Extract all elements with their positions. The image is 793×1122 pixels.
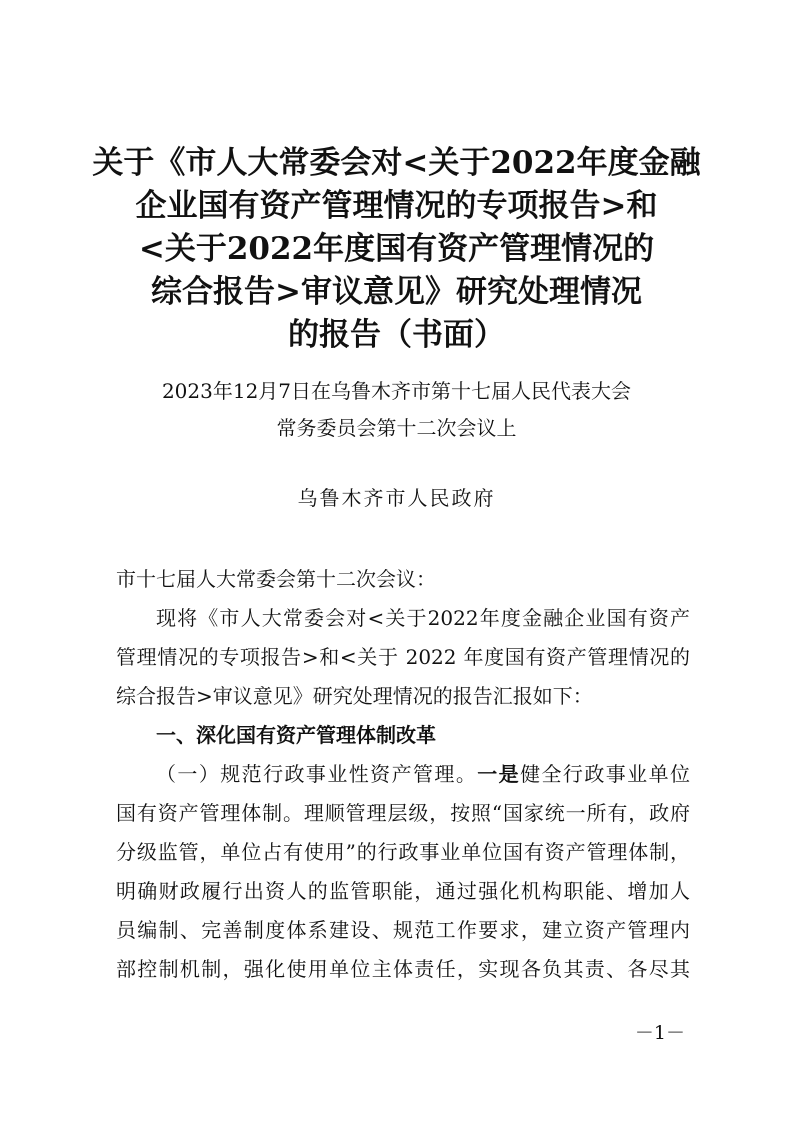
intro-line: 现将《市人大常委会对<关于2022年度金融企业国有资产: [156, 606, 690, 630]
page-number: －1－: [634, 1022, 685, 1044]
document-body: [116, 560, 690, 989]
subsection-label: （一）规范行政事业性资产管理。: [156, 762, 478, 786]
salutation: 市十七届人大常委会第十二次会议：: [116, 567, 436, 591]
emphasis-text: 一是: [477, 762, 521, 786]
title-line: 综合报告>审议意见》研究处理情况: [151, 274, 642, 310]
meeting-line: 2023年12月7日在乌鲁木齐市第十七届人民代表大会: [161, 379, 632, 403]
document-title: [80, 142, 713, 357]
title-line: 企业国有资产管理情况的专项报告>和: [135, 188, 658, 224]
body-line: 部控制机制，强化使用单位主体责任，实现各负其责、各尽其: [116, 957, 690, 981]
intro-line: 综合报告>审议意见》研究处理情况的报告汇报如下：: [116, 684, 593, 708]
intro-line: 管理情况的专项报告>和<关于 2022 年度国有资产管理情况的: [116, 645, 690, 669]
meeting-line: 常务委员会第十二次会议上: [276, 416, 517, 440]
body-line: 分级监管，单位占有使用”的行政事业单位国有资产管理体制，: [116, 840, 690, 864]
body-line: 国有资产管理体制。理顺管理层级，按照“国家统一所有，政府: [116, 801, 690, 825]
subsection-first-line: [116, 755, 690, 794]
section-heading: 一、深化国有资产管理体制改革: [156, 723, 436, 747]
body-line: 员编制、完善制度体系建设、规范工作要求，建立资产管理内: [116, 918, 690, 942]
title-line: 的报告（书面）: [288, 317, 505, 353]
subsection-text: 健全行政事业单位: [520, 762, 690, 786]
title-line: <关于2022年度国有资产管理情况的: [138, 231, 655, 267]
issuer: 乌鲁木齐市人民政府: [297, 486, 496, 510]
meeting-info: [80, 373, 713, 447]
body-line: 明确财政履行出资人的监管职能，通过强化机构职能、增加人: [116, 879, 690, 903]
title-line: 关于《市人大常委会对<关于2022年度金融: [92, 145, 701, 181]
